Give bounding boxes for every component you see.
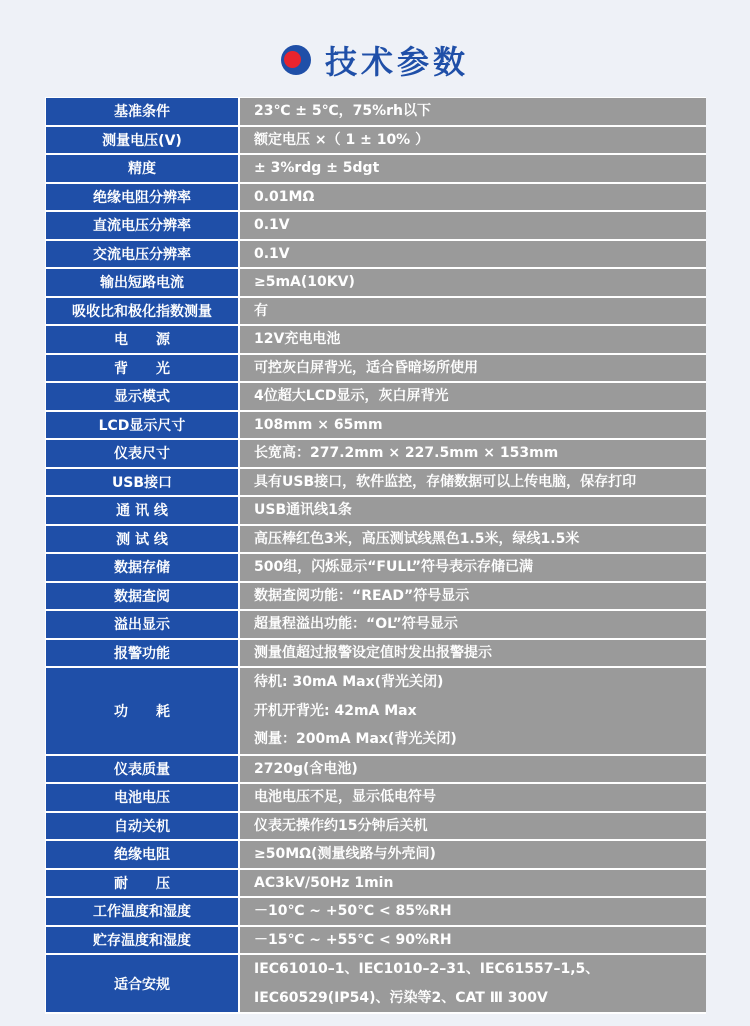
spec-value [240, 898, 706, 925]
spec-value [240, 469, 706, 496]
bullet-dot-icon [281, 45, 311, 75]
spec-value-line: 500组，闪烁显示“FULL”符号表示存储已满 [254, 559, 534, 575]
spec-value [240, 756, 706, 783]
spec-key: LCD显示尺寸 [46, 412, 240, 439]
spec-value-line: 开机开背光: 42mA Max [254, 702, 417, 719]
spec-value [240, 583, 706, 610]
spec-value [240, 383, 706, 410]
spec-key: USB接口 [46, 469, 240, 496]
spec-row [46, 756, 706, 785]
spec-value [240, 784, 706, 811]
spec-value [240, 355, 706, 382]
spec-key: 溢出显示 [46, 611, 240, 638]
spec-key: 显示模式 [46, 383, 240, 410]
spec-row [46, 841, 706, 870]
spec-value-line: 0.01MΩ [254, 188, 315, 205]
spec-value-line: 0.1V [254, 217, 290, 233]
spec-key: 自动关机 [46, 813, 240, 840]
spec-key: 直流电压分辨率 [46, 212, 240, 239]
spec-row [46, 412, 706, 441]
spec-row [46, 469, 706, 498]
spec-row [46, 298, 706, 327]
spec-value [240, 554, 706, 581]
spec-value [240, 526, 706, 553]
spec-key: 电 源 [46, 326, 240, 353]
spec-value-line: 测量：200mA Max(背光关闭) [254, 731, 457, 747]
spec-value [240, 98, 706, 125]
spec-row [46, 184, 706, 213]
spec-row [46, 927, 706, 956]
spec-value-line: 数据查阅功能：“READ”符号显示 [254, 587, 470, 604]
spec-key: 贮存温度和湿度 [46, 927, 240, 954]
spec-row [46, 583, 706, 612]
spec-value-line: IEC61010–1、IEC1010–2–31、IEC61557–1,5、 [254, 961, 600, 977]
spec-row [46, 212, 706, 241]
spec-value-line: 2720g(含电池) [254, 760, 358, 777]
spec-value-line: 高压棒红色3米，高压测试线黑色1.5米，绿线1.5米 [254, 530, 580, 547]
spec-value [240, 497, 706, 524]
spec-row [46, 497, 706, 526]
spec-value-line: －15℃ ~ +55℃ < 90%RH [254, 931, 452, 948]
spec-key: 测 试 线 [46, 526, 240, 553]
spec-value-line: AC3kV/50Hz 1min [254, 874, 394, 891]
spec-value [240, 269, 706, 296]
spec-value [240, 668, 706, 754]
spec-value-line: 测量值超过报警设定值时发出报警提示 [254, 644, 492, 661]
spec-value [240, 298, 706, 325]
spec-key: 绝缘电阻分辨率 [46, 184, 240, 211]
spec-row [46, 355, 706, 384]
spec-key: 数据存储 [46, 554, 240, 581]
spec-key: 交流电压分辨率 [46, 241, 240, 268]
spec-row [46, 870, 706, 899]
spec-key: 输出短路电流 [46, 269, 240, 296]
spec-value-line: 可控灰白屏背光，适合昏暗场所使用 [254, 359, 478, 376]
page-title: 技术参数 [324, 43, 469, 81]
spec-value [240, 841, 706, 868]
spec-value-line: 12V充电电池 [254, 331, 341, 347]
spec-value-line: 23℃ ± 5℃，75%rh以下 [254, 103, 431, 119]
spec-value [240, 127, 706, 154]
spec-value [240, 155, 706, 182]
spec-row [46, 640, 706, 669]
spec-key: 绝缘电阻 [46, 841, 240, 868]
spec-key: 数据查阅 [46, 583, 240, 610]
spec-value-line: IEC60529(IP54)、污染等2、CAT Ⅲ 300V [254, 989, 548, 1006]
spec-value-line: 有 [254, 302, 268, 319]
spec-key: 吸收比和极化指数测量 [46, 298, 240, 325]
spec-key: 电池电压 [46, 784, 240, 811]
spec-row [46, 383, 706, 412]
spec-row [46, 813, 706, 842]
spec-value-line: 超量程溢出功能：“OL”符号显示 [254, 616, 458, 632]
spec-value-line: 长宽高：277.2mm × 227.5mm × 153mm [254, 445, 559, 461]
spec-key: 仪表尺寸 [46, 440, 240, 467]
spec-value [240, 640, 706, 667]
spec-row [46, 611, 706, 640]
spec-value-line: 108mm × 65mm [254, 416, 383, 433]
spec-key: 测量电压(V) [46, 127, 240, 154]
spec-key: 基准条件 [46, 98, 240, 125]
spec-value-line: 待机: 30mA Max(背光关闭) [254, 674, 444, 690]
spec-value [240, 412, 706, 439]
spec-row [46, 241, 706, 270]
spec-row [46, 155, 706, 184]
spec-table [45, 97, 706, 1014]
spec-row [46, 526, 706, 555]
spec-value [240, 184, 706, 211]
spec-row [46, 898, 706, 927]
spec-key: 仪表质量 [46, 756, 240, 783]
spec-value [240, 611, 706, 638]
spec-value-line: ± 3%rdg ± 5dgt [254, 160, 380, 176]
page-header [0, 36, 750, 84]
spec-value [240, 241, 706, 268]
spec-key: 适合安规 [46, 955, 240, 1012]
spec-value-line: 仪表无操作约15分钟后关机 [254, 817, 428, 834]
spec-row [46, 668, 706, 756]
spec-value [240, 870, 706, 897]
spec-value [240, 813, 706, 840]
spec-value-line: 4位超大LCD显示，灰白屏背光 [254, 388, 449, 404]
spec-row [46, 440, 706, 469]
spec-value-line: ≥5mA(10KV) [254, 274, 355, 290]
spec-value-line: 额定电压 ×（ 1 ± 10% ） [254, 131, 430, 148]
spec-key: 功 耗 [46, 668, 240, 754]
spec-key: 通 讯 线 [46, 497, 240, 524]
spec-row [46, 326, 706, 355]
spec-key: 精度 [46, 155, 240, 182]
spec-row [46, 784, 706, 813]
spec-row [46, 127, 706, 156]
spec-value-line: 0.1V [254, 245, 290, 262]
spec-value [240, 927, 706, 954]
spec-key: 背 光 [46, 355, 240, 382]
spec-value [240, 212, 706, 239]
spec-key: 工作温度和湿度 [46, 898, 240, 925]
spec-value [240, 440, 706, 467]
spec-row [46, 554, 706, 583]
spec-row [46, 955, 706, 1014]
spec-key: 耐 压 [46, 870, 240, 897]
spec-value-line: USB通讯线1条 [254, 502, 352, 518]
spec-value-line: 具有USB接口，软件监控，存储数据可以上传电脑，保存打印 [254, 473, 637, 490]
spec-value [240, 326, 706, 353]
spec-key: 报警功能 [46, 640, 240, 667]
spec-row [46, 98, 706, 127]
spec-value-line: －10℃ ~ +50℃ < 85%RH [254, 903, 452, 919]
spec-value-line: 电池电压不足，显示低电符号 [254, 789, 436, 805]
spec-row [46, 269, 706, 298]
spec-value [240, 955, 706, 1012]
spec-value-line: ≥50MΩ(测量线路与外壳间) [254, 846, 436, 862]
